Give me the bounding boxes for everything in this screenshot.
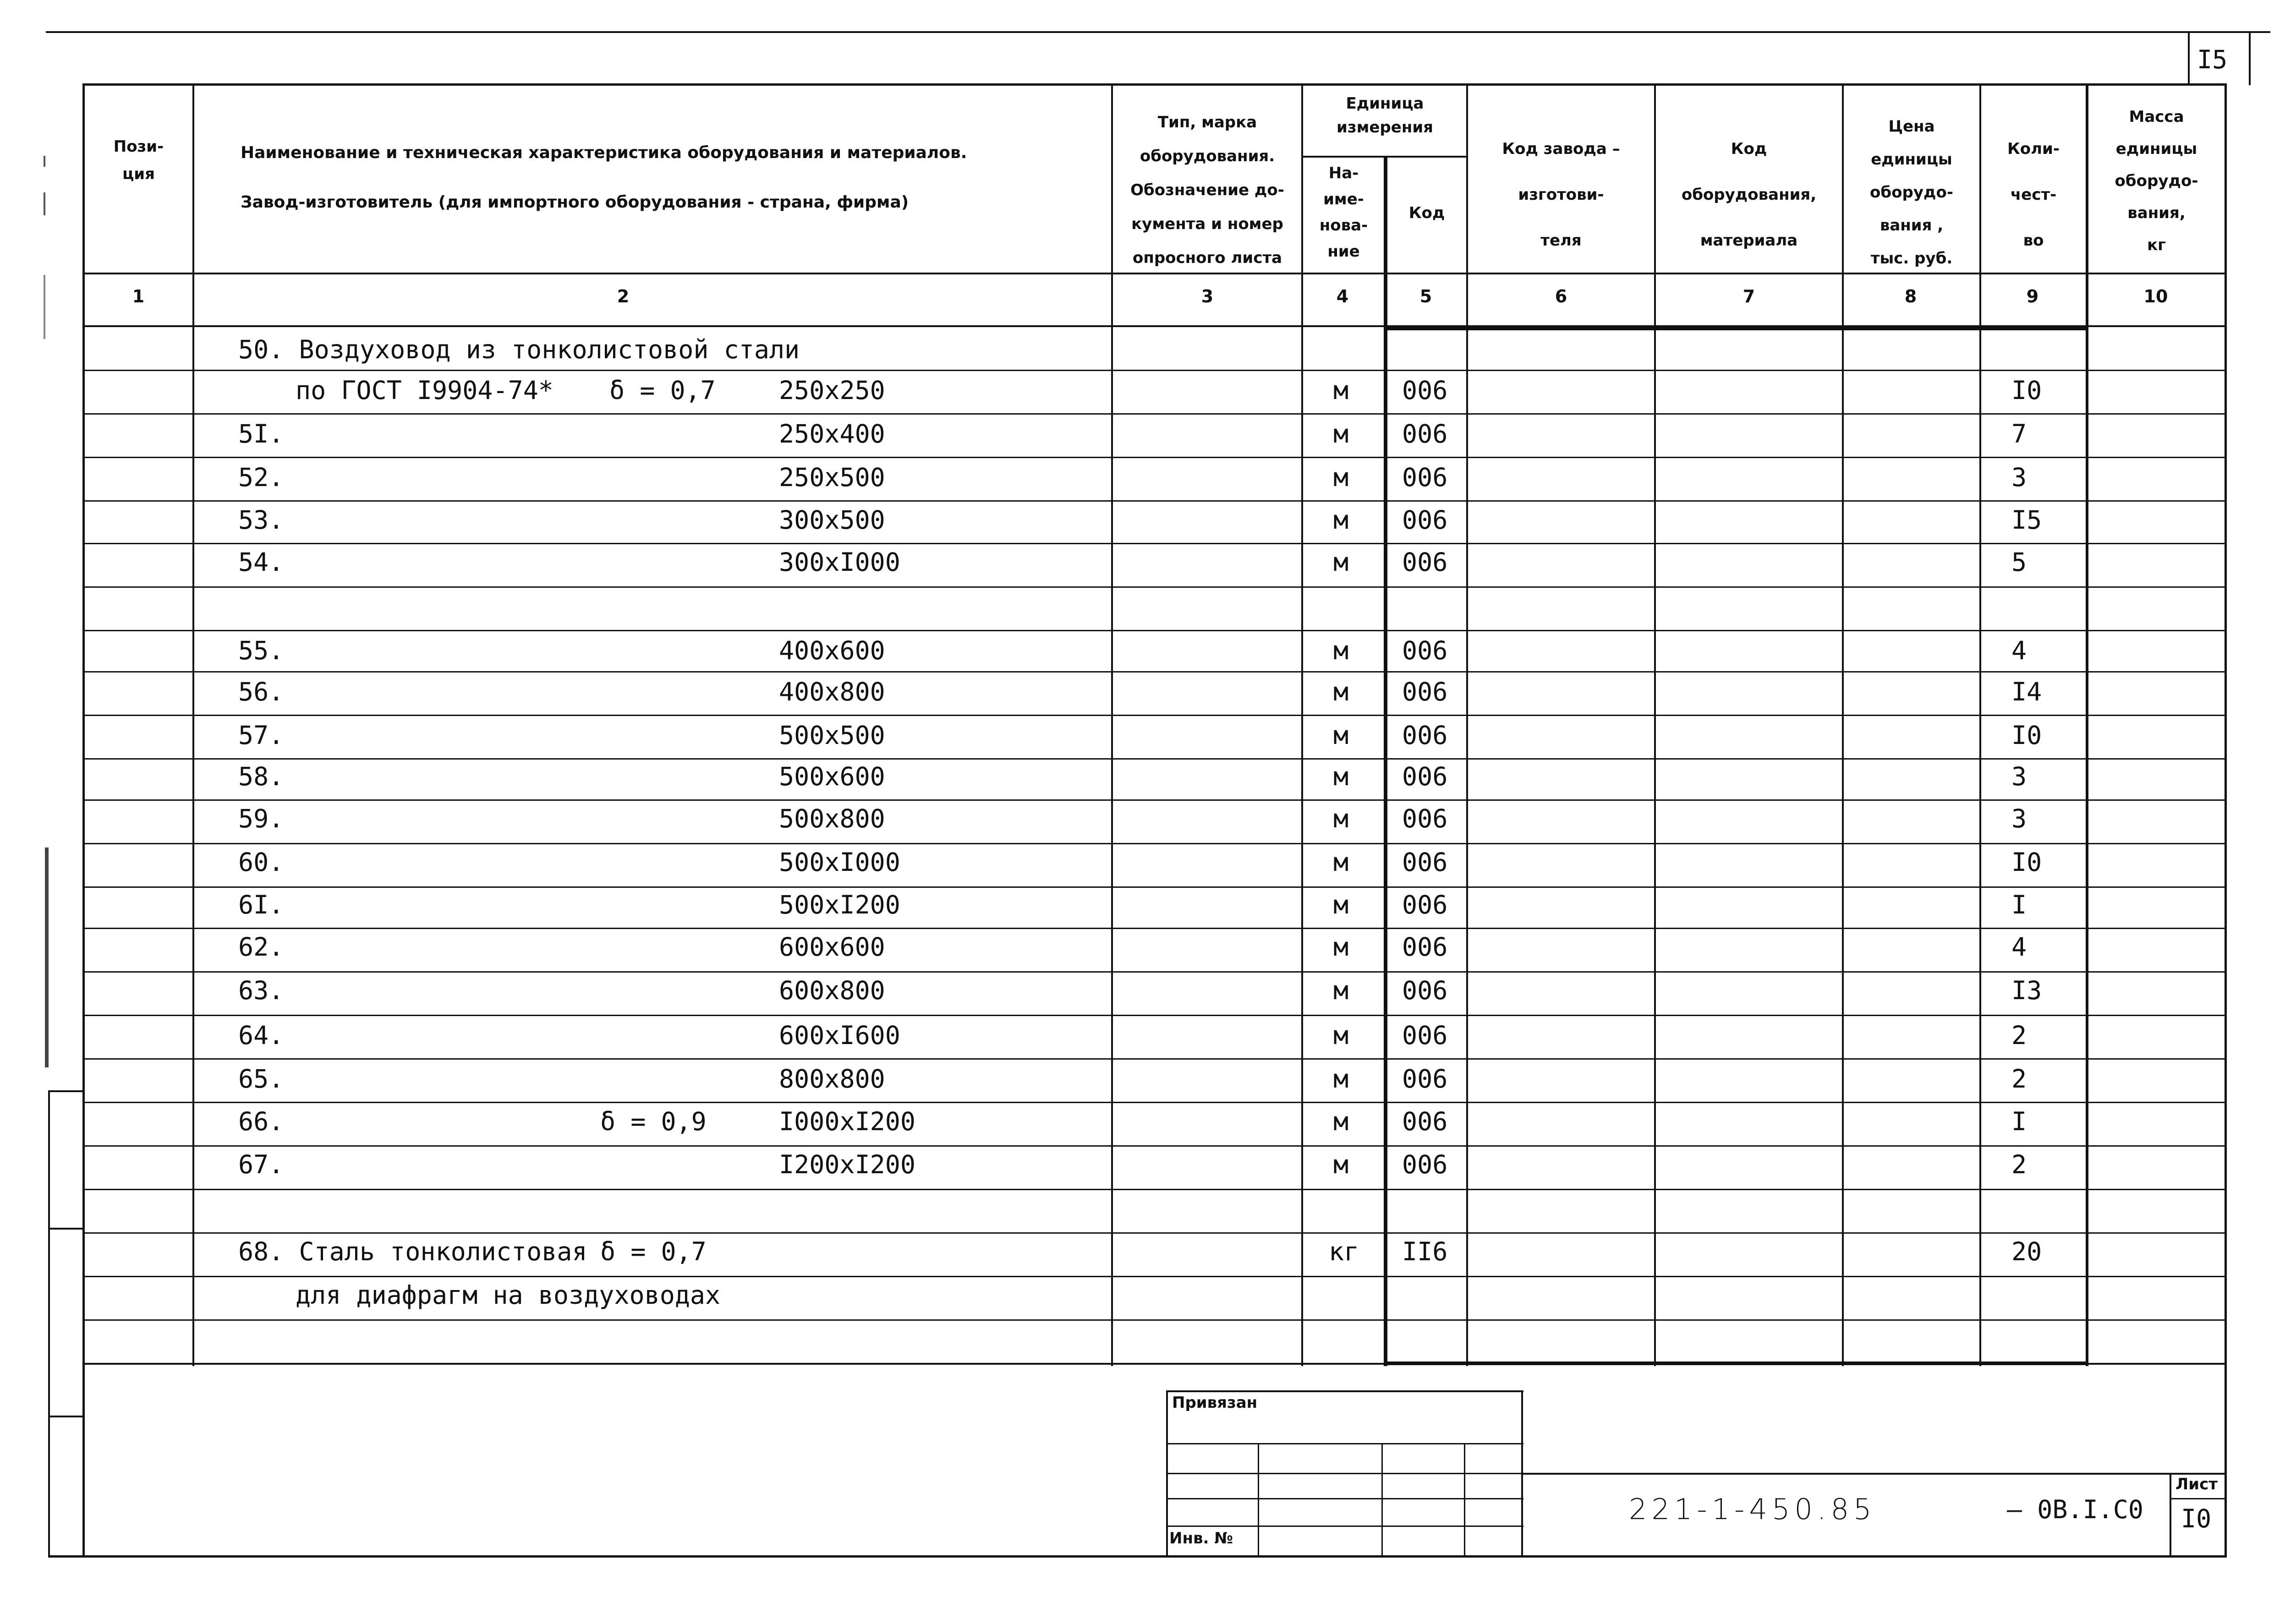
- row-position: 58.: [238, 762, 284, 791]
- row-size: I200xI200: [779, 1150, 916, 1179]
- row-code: 006: [1402, 463, 1448, 492]
- row-quantity: I0: [2011, 376, 2042, 405]
- row-size: 500xI000: [779, 848, 900, 877]
- column-number: 4: [1336, 286, 1349, 306]
- header-quantity: Коли- чест- во: [2007, 140, 2060, 250]
- row-unit: м: [1333, 1150, 1349, 1179]
- row-quantity: 20: [2011, 1237, 2042, 1266]
- row-position: 52.: [238, 463, 284, 492]
- row-quantity: I0: [2011, 721, 2042, 750]
- document-code: 221-1-450.85: [1629, 1493, 1876, 1526]
- column-number: 10: [2143, 286, 2168, 306]
- header-factory-code: Код завода – изготови- теля: [1502, 140, 1620, 250]
- row-position: 50. Воздуховод из тонколистовой стали: [238, 335, 800, 364]
- row-quantity: I3: [2011, 976, 2042, 1005]
- header-type: Тип, марка оборудования. Обозначение до- кумента и номер опросного листа: [1130, 113, 1284, 267]
- row-code: 006: [1402, 636, 1448, 665]
- stamp-inventory-number: Инв. №: [1169, 1529, 1233, 1547]
- row-code: 006: [1402, 1021, 1448, 1050]
- column-number: 5: [1419, 286, 1432, 306]
- row-thickness: δ = 0,7: [609, 376, 716, 405]
- row-size: 500xI200: [779, 890, 900, 919]
- row-quantity: 3: [2011, 762, 2027, 791]
- row-code: 006: [1402, 890, 1448, 919]
- row-unit: м: [1333, 463, 1349, 492]
- row-size: 250x500: [779, 463, 885, 492]
- row-position: 55.: [238, 636, 284, 665]
- row-quantity: 4: [2011, 636, 2027, 665]
- row-quantity: 2: [2011, 1021, 2027, 1050]
- column-number: 2: [617, 286, 630, 306]
- header-unit-name: На- име- нова- ние: [1319, 164, 1368, 261]
- row-size: 500x600: [779, 762, 885, 791]
- column-number: 3: [1201, 286, 1214, 306]
- row-size: 600x800: [779, 976, 885, 1005]
- row-unit: м: [1333, 804, 1349, 833]
- row-code: 006: [1402, 762, 1448, 791]
- header-name: Наименование и техническая характеристика оборудования и материалов. Завод-изготовитель (для импортного оборудования - страна, фирма): [241, 143, 967, 212]
- row-position: 64.: [238, 1021, 284, 1050]
- row-unit: м: [1333, 1107, 1349, 1136]
- column-number: 7: [1742, 286, 1755, 306]
- row-size: 400x800: [779, 677, 885, 706]
- row-position: 68. Сталь тонколистовая: [238, 1237, 587, 1266]
- row-unit: м: [1333, 677, 1349, 706]
- row-position: 65.: [238, 1064, 284, 1094]
- row-quantity: 3: [2011, 804, 2027, 833]
- row-code: 006: [1402, 804, 1448, 833]
- row-unit: м: [1333, 376, 1349, 405]
- row-code: 006: [1402, 976, 1448, 1005]
- row-code: 006: [1402, 419, 1448, 448]
- row-code: 006: [1402, 376, 1448, 405]
- header-position: Пози- ция: [113, 137, 164, 183]
- row-quantity: I: [2011, 890, 2027, 919]
- row-position: 57.: [238, 721, 284, 750]
- row-size: 250x400: [779, 419, 885, 448]
- row-unit: м: [1333, 848, 1349, 877]
- column-number: 9: [2026, 286, 2039, 306]
- sheet-label: Лист: [2175, 1475, 2218, 1493]
- row-code: 006: [1402, 721, 1448, 750]
- row-quantity: 2: [2011, 1150, 2027, 1179]
- row-position: 67.: [238, 1150, 284, 1179]
- row-unit: кг: [1329, 1237, 1359, 1266]
- row-unit: м: [1333, 762, 1349, 791]
- row-position: по ГОСТ I9904-74*: [296, 376, 553, 405]
- row-quantity: I5: [2011, 505, 2042, 535]
- row-position: 5I.: [238, 419, 284, 448]
- row-code: 006: [1402, 547, 1448, 577]
- row-size: 600xI600: [779, 1021, 900, 1050]
- row-position: 53.: [238, 505, 284, 535]
- row-position: для диафрагм на воздуховодах: [296, 1280, 721, 1310]
- column-number: 1: [132, 286, 145, 306]
- sheet-number-top: I5: [2197, 45, 2228, 74]
- row-quantity: I0: [2011, 848, 2042, 877]
- row-thickness: δ = 0,7: [600, 1237, 707, 1266]
- row-position: 60.: [238, 848, 284, 877]
- column-number: 6: [1555, 286, 1567, 306]
- row-size: 250x250: [779, 376, 885, 405]
- row-position: 54.: [238, 547, 284, 577]
- row-unit: м: [1333, 547, 1349, 577]
- row-size: 400x600: [779, 636, 885, 665]
- row-unit: м: [1333, 932, 1349, 962]
- row-position: 56.: [238, 677, 284, 706]
- row-code: 006: [1402, 677, 1448, 706]
- row-quantity: 2: [2011, 1064, 2027, 1094]
- row-quantity: 5: [2011, 547, 2027, 577]
- row-size: 300x500: [779, 505, 885, 535]
- row-code: 006: [1402, 1107, 1448, 1136]
- row-code: 006: [1402, 1150, 1448, 1179]
- row-unit: м: [1333, 1021, 1349, 1050]
- row-unit: м: [1333, 976, 1349, 1005]
- row-unit: м: [1333, 721, 1349, 750]
- row-thickness: δ = 0,9: [600, 1107, 707, 1136]
- row-unit: м: [1333, 505, 1349, 535]
- header-price: Цена единицы оборудо- вания , тыс. руб.: [1870, 117, 1953, 268]
- row-size: I000xI200: [779, 1107, 916, 1136]
- row-size: 600x600: [779, 932, 885, 962]
- row-code: 006: [1402, 1064, 1448, 1094]
- row-size: 500x800: [779, 804, 885, 833]
- sheet-number: I0: [2181, 1504, 2212, 1533]
- stamp-privyazan: Привязан: [1172, 1394, 1258, 1412]
- row-code: 006: [1402, 932, 1448, 962]
- row-size: 300xI000: [779, 547, 900, 577]
- row-code: II6: [1402, 1237, 1448, 1266]
- row-code: 006: [1402, 848, 1448, 877]
- column-number: 8: [1904, 286, 1917, 306]
- row-unit: м: [1333, 419, 1349, 448]
- row-code: 006: [1402, 505, 1448, 535]
- row-quantity: 7: [2011, 419, 2027, 448]
- row-unit: м: [1333, 636, 1349, 665]
- row-position: 62.: [238, 932, 284, 962]
- row-quantity: I: [2011, 1107, 2027, 1136]
- row-unit: м: [1333, 1064, 1349, 1094]
- row-unit: м: [1333, 890, 1349, 919]
- document-code-suffix: – 0В.I.С0: [2007, 1495, 2144, 1524]
- row-size: 800x800: [779, 1064, 885, 1094]
- row-quantity: I4: [2011, 677, 2042, 706]
- row-quantity: 3: [2011, 463, 2027, 492]
- row-position: 6I.: [238, 890, 284, 919]
- header-unit-code: Код: [1408, 204, 1445, 222]
- row-quantity: 4: [2011, 932, 2027, 962]
- header-equipment-code: Код оборудования, материала: [1681, 140, 1817, 250]
- row-position: 66.: [238, 1107, 284, 1136]
- row-position: 63.: [238, 976, 284, 1005]
- row-size: 500x500: [779, 721, 885, 750]
- header-mass: Масса единицы оборудо- вания, кг: [2115, 108, 2198, 254]
- row-position: 59.: [238, 804, 284, 833]
- header-unit-group: Единица измерения: [1337, 94, 1433, 137]
